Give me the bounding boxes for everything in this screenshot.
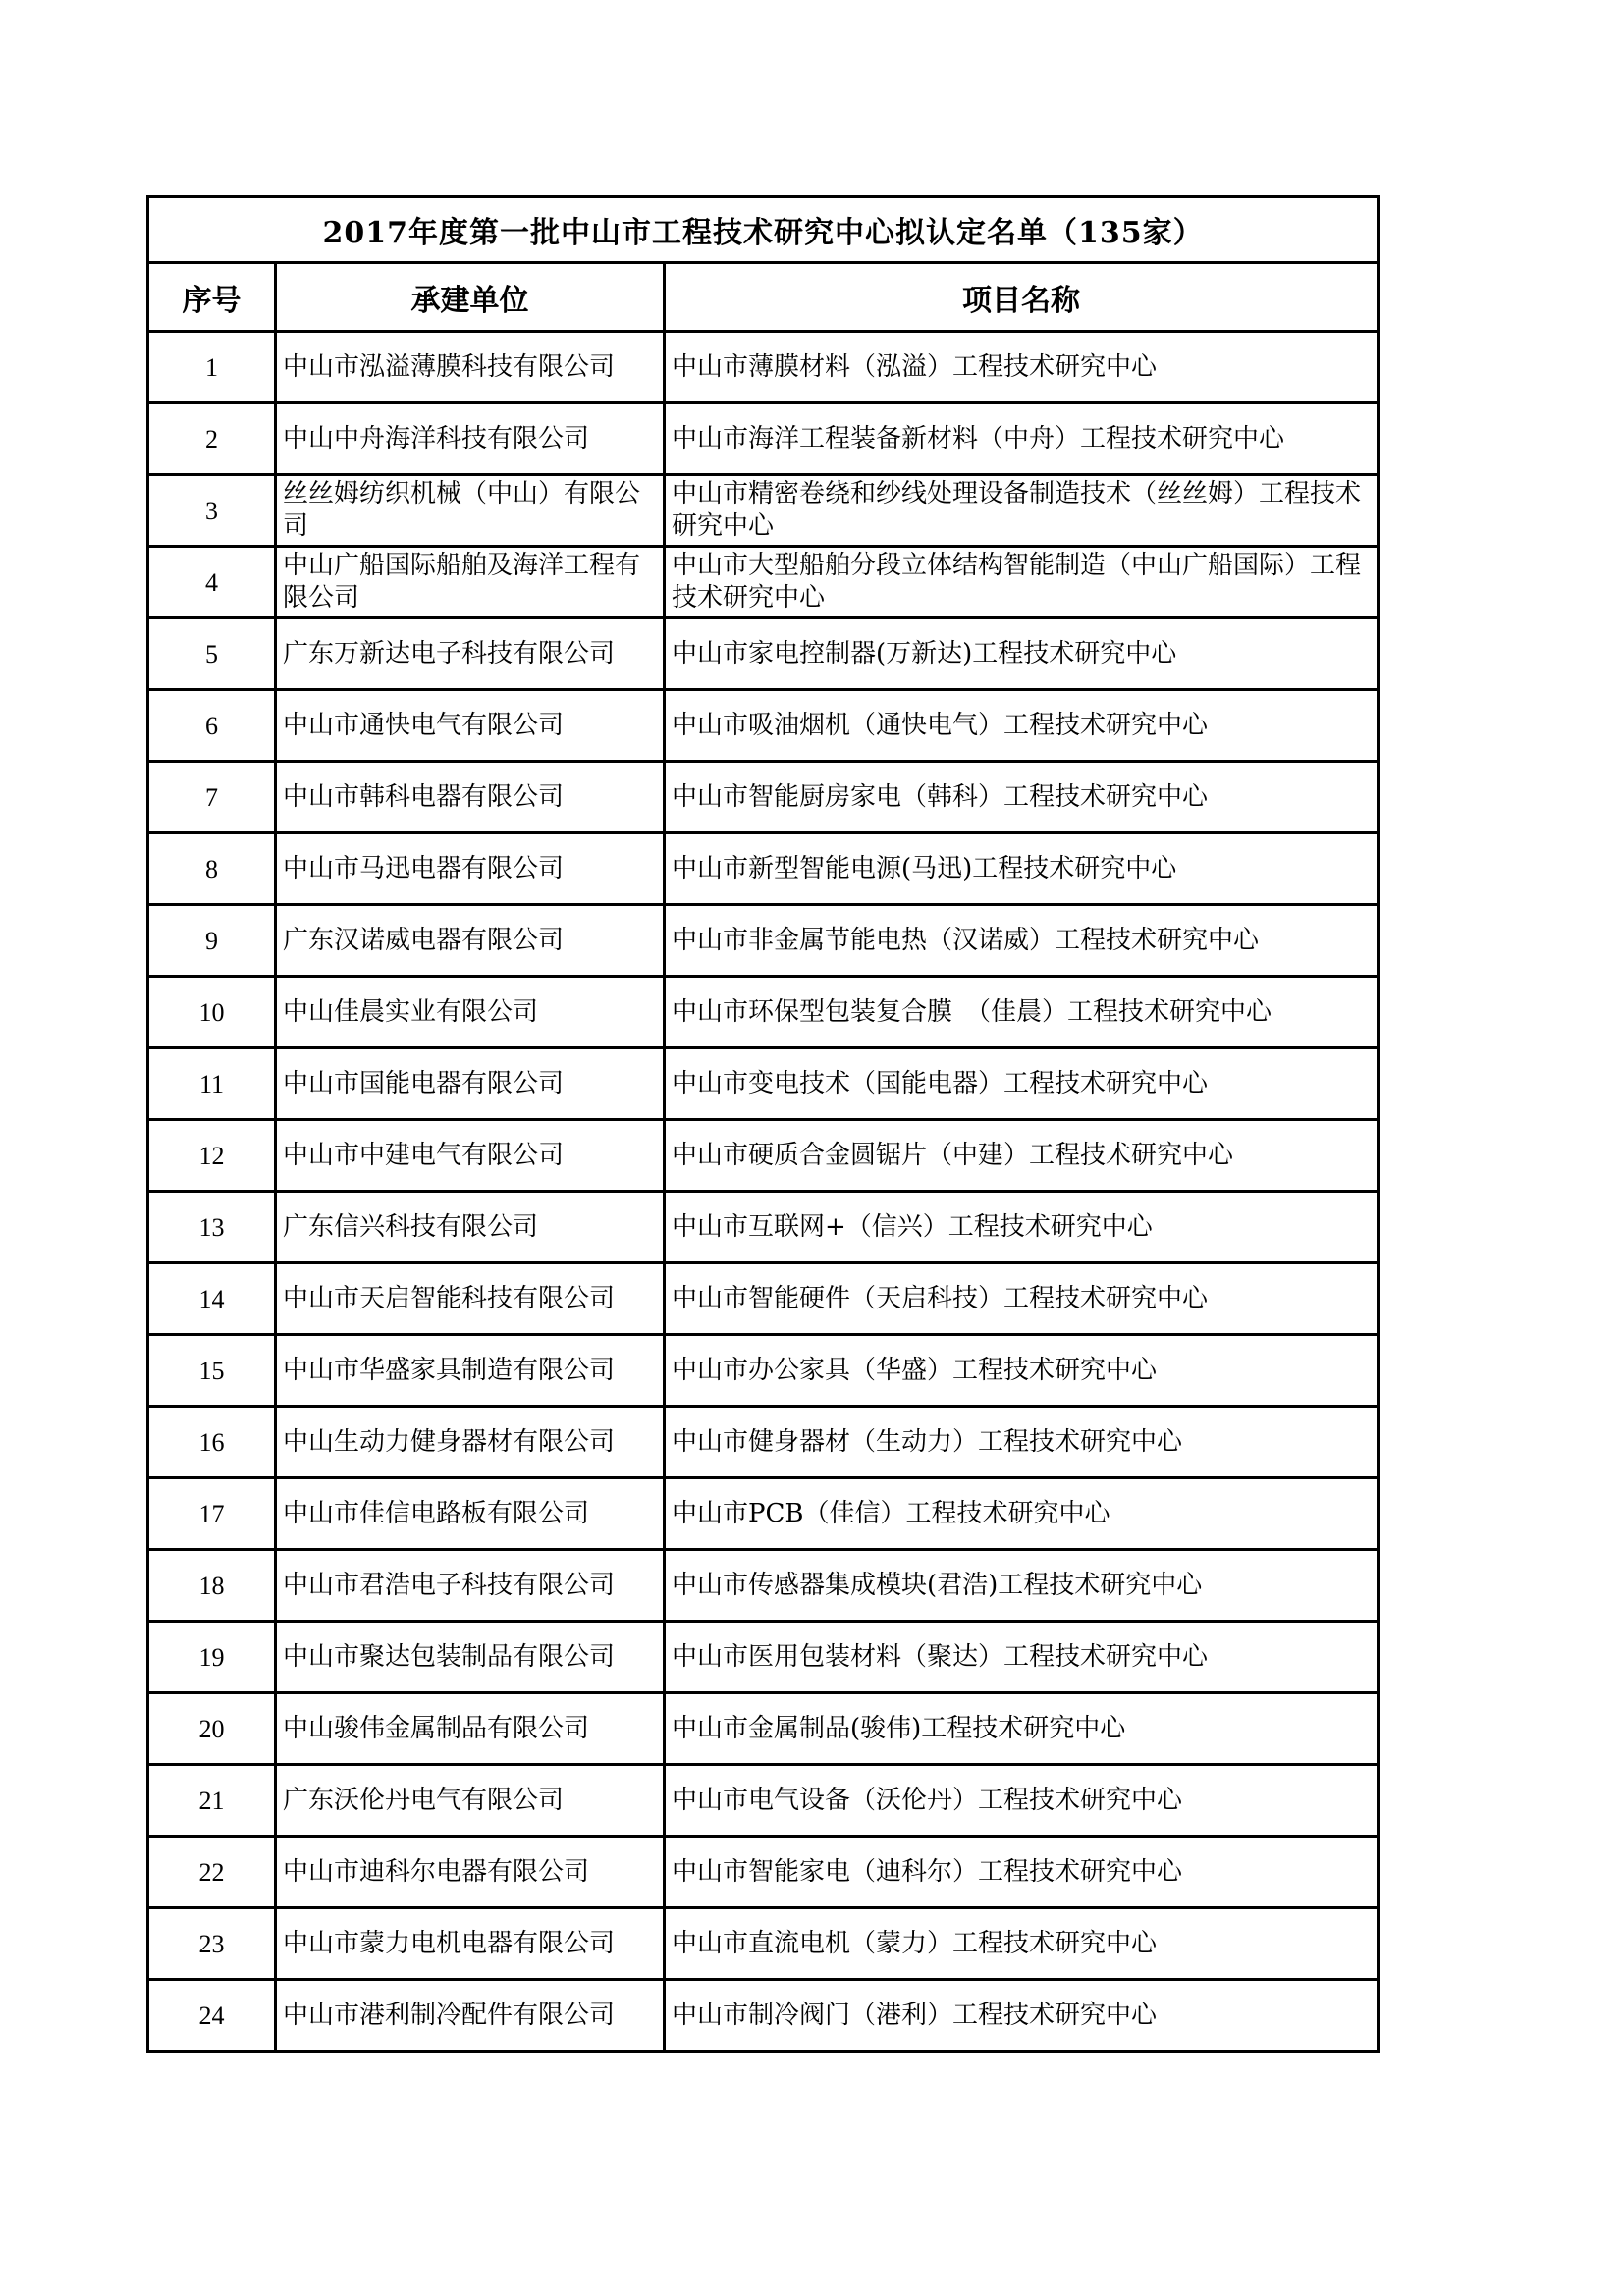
row-project: 中山市智能家电（迪科尔）工程技术研究中心 bbox=[665, 1837, 1379, 1908]
recognition-list-table bbox=[146, 195, 1380, 2053]
row-unit: 中山市港利制冷配件有限公司 bbox=[276, 1980, 665, 2052]
row-project: 中山市海洋工程装备新材料（中舟）工程技术研究中心 bbox=[665, 403, 1379, 475]
table-row bbox=[148, 977, 1379, 1048]
column-header-project: 项目名称 bbox=[665, 263, 1379, 332]
row-project: 中山市直流电机（蒙力）工程技术研究中心 bbox=[665, 1908, 1379, 1980]
table-row bbox=[148, 1980, 1379, 2052]
row-number: 13 bbox=[148, 1192, 276, 1263]
table-row bbox=[148, 475, 1379, 547]
row-project: 中山市PCB（佳信）工程技术研究中心 bbox=[665, 1478, 1379, 1550]
row-project: 中山市智能硬件（天启科技）工程技术研究中心 bbox=[665, 1263, 1379, 1335]
row-number: 19 bbox=[148, 1622, 276, 1693]
table-row bbox=[148, 1908, 1379, 1980]
table-row bbox=[148, 1837, 1379, 1908]
row-unit: 中山佳晨实业有限公司 bbox=[276, 977, 665, 1048]
row-unit: 中山中舟海洋科技有限公司 bbox=[276, 403, 665, 475]
row-project: 中山市精密卷绕和纱线处理设备制造技术（丝丝姆）工程技术研究中心 bbox=[665, 475, 1379, 547]
row-project: 中山市传感器集成模块(君浩)工程技术研究中心 bbox=[665, 1550, 1379, 1622]
row-project: 中山市大型船舶分段立体结构智能制造（中山广船国际）工程技术研究中心 bbox=[665, 547, 1379, 618]
row-number: 16 bbox=[148, 1407, 276, 1478]
title-row bbox=[148, 197, 1379, 263]
row-project: 中山市制冷阀门（港利）工程技术研究中心 bbox=[665, 1980, 1379, 2052]
table-row bbox=[148, 762, 1379, 833]
row-project: 中山市智能厨房家电（韩科）工程技术研究中心 bbox=[665, 762, 1379, 833]
row-number: 23 bbox=[148, 1908, 276, 1980]
row-project: 中山市家电控制器(万新达)工程技术研究中心 bbox=[665, 618, 1379, 690]
row-project: 中山市办公家具（华盛）工程技术研究中心 bbox=[665, 1335, 1379, 1407]
row-unit: 中山广船国际船舶及海洋工程有限公司 bbox=[276, 547, 665, 618]
row-number: 2 bbox=[148, 403, 276, 475]
row-unit: 中山市华盛家具制造有限公司 bbox=[276, 1335, 665, 1407]
row-number: 7 bbox=[148, 762, 276, 833]
row-number: 20 bbox=[148, 1693, 276, 1765]
row-project: 中山市硬质合金圆锯片（中建）工程技术研究中心 bbox=[665, 1120, 1379, 1192]
row-unit: 中山骏伟金属制品有限公司 bbox=[276, 1693, 665, 1765]
row-project: 中山市吸油烟机（通快电气）工程技术研究中心 bbox=[665, 690, 1379, 762]
row-unit: 中山市天启智能科技有限公司 bbox=[276, 1263, 665, 1335]
table-row bbox=[148, 1335, 1379, 1407]
table-row bbox=[148, 1622, 1379, 1693]
row-project: 中山市非金属节能电热（汉诺威）工程技术研究中心 bbox=[665, 905, 1379, 977]
table-row bbox=[148, 833, 1379, 905]
row-unit: 中山市马迅电器有限公司 bbox=[276, 833, 665, 905]
table-row bbox=[148, 1263, 1379, 1335]
table-title: 2017年度第一批中山市工程技术研究中心拟认定名单（135家） bbox=[148, 197, 1379, 263]
table-row bbox=[148, 1048, 1379, 1120]
table-row bbox=[148, 1765, 1379, 1837]
row-number: 5 bbox=[148, 618, 276, 690]
row-number: 17 bbox=[148, 1478, 276, 1550]
row-project: 中山市医用包装材料（聚达）工程技术研究中心 bbox=[665, 1622, 1379, 1693]
row-number: 18 bbox=[148, 1550, 276, 1622]
row-number: 24 bbox=[148, 1980, 276, 2052]
row-project: 中山市环保型包装复合膜 （佳晨）工程技术研究中心 bbox=[665, 977, 1379, 1048]
row-number: 9 bbox=[148, 905, 276, 977]
row-unit: 中山市泓溢薄膜科技有限公司 bbox=[276, 332, 665, 403]
row-unit: 广东万新达电子科技有限公司 bbox=[276, 618, 665, 690]
row-number: 8 bbox=[148, 833, 276, 905]
row-project: 中山市健身器材（生动力）工程技术研究中心 bbox=[665, 1407, 1379, 1478]
table-row bbox=[148, 403, 1379, 475]
table-row bbox=[148, 1478, 1379, 1550]
row-unit: 广东沃伦丹电气有限公司 bbox=[276, 1765, 665, 1837]
table-row bbox=[148, 1693, 1379, 1765]
row-unit: 中山市迪科尔电器有限公司 bbox=[276, 1837, 665, 1908]
table-row bbox=[148, 547, 1379, 618]
row-unit: 中山市蒙力电机电器有限公司 bbox=[276, 1908, 665, 1980]
row-number: 12 bbox=[148, 1120, 276, 1192]
row-project: 中山市电气设备（沃伦丹）工程技术研究中心 bbox=[665, 1765, 1379, 1837]
row-unit: 中山市佳信电路板有限公司 bbox=[276, 1478, 665, 1550]
row-number: 21 bbox=[148, 1765, 276, 1837]
table-row bbox=[148, 1192, 1379, 1263]
row-number: 14 bbox=[148, 1263, 276, 1335]
column-header-unit: 承建单位 bbox=[276, 263, 665, 332]
row-unit: 中山市君浩电子科技有限公司 bbox=[276, 1550, 665, 1622]
row-unit: 中山市韩科电器有限公司 bbox=[276, 762, 665, 833]
row-unit: 中山市聚达包装制品有限公司 bbox=[276, 1622, 665, 1693]
row-unit: 广东信兴科技有限公司 bbox=[276, 1192, 665, 1263]
row-project: 中山市金属制品(骏伟)工程技术研究中心 bbox=[665, 1693, 1379, 1765]
header-row bbox=[148, 263, 1379, 332]
row-unit: 丝丝姆纺织机械（中山）有限公司 bbox=[276, 475, 665, 547]
row-unit: 中山市中建电气有限公司 bbox=[276, 1120, 665, 1192]
row-number: 3 bbox=[148, 475, 276, 547]
row-number: 10 bbox=[148, 977, 276, 1048]
table-row bbox=[148, 690, 1379, 762]
row-number: 22 bbox=[148, 1837, 276, 1908]
row-project: 中山市新型智能电源(马迅)工程技术研究中心 bbox=[665, 833, 1379, 905]
table-row bbox=[148, 1120, 1379, 1192]
table-row bbox=[148, 1550, 1379, 1622]
table-row bbox=[148, 1407, 1379, 1478]
row-number: 4 bbox=[148, 547, 276, 618]
table-row bbox=[148, 332, 1379, 403]
row-number: 11 bbox=[148, 1048, 276, 1120]
row-number: 1 bbox=[148, 332, 276, 403]
column-header-number: 序号 bbox=[148, 263, 276, 332]
row-project: 中山市变电技术（国能电器）工程技术研究中心 bbox=[665, 1048, 1379, 1120]
table-row bbox=[148, 905, 1379, 977]
row-project: 中山市薄膜材料（泓溢）工程技术研究中心 bbox=[665, 332, 1379, 403]
row-unit: 中山市国能电器有限公司 bbox=[276, 1048, 665, 1120]
row-number: 6 bbox=[148, 690, 276, 762]
row-unit: 广东汉诺威电器有限公司 bbox=[276, 905, 665, 977]
row-number: 15 bbox=[148, 1335, 276, 1407]
row-unit: 中山生动力健身器材有限公司 bbox=[276, 1407, 665, 1478]
row-unit: 中山市通快电气有限公司 bbox=[276, 690, 665, 762]
row-project: 中山市互联网+（信兴）工程技术研究中心 bbox=[665, 1192, 1379, 1263]
table-row bbox=[148, 618, 1379, 690]
